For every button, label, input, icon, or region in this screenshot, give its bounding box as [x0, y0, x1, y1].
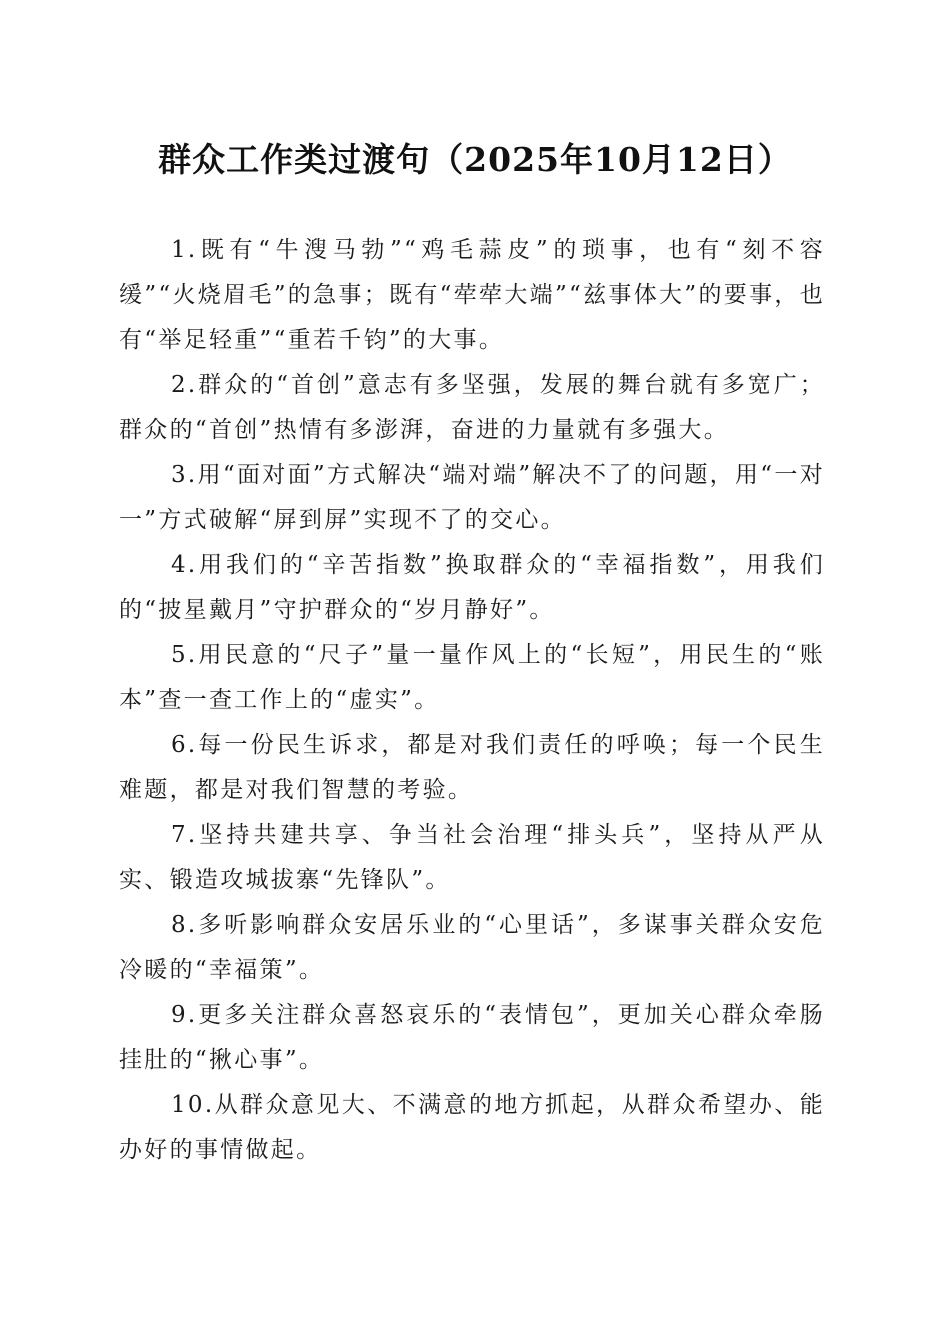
paragraph-10: 10.从群众意见大、不满意的地方抓起，从群众希望办、能办好的事情做起。: [119, 1092, 825, 1163]
paragraph-1: 1.既有“牛溲马勃”“鸡毛蒜皮”的琐事，也有“刻不容缓”“火烧眉毛”的急事；既有“荦荦大端”“兹事体大”的要事，也有“举足轻重”“重若千钧”的大事。: [119, 237, 825, 353]
paragraph-5: 5.用民意的“尺子”量一量作风上的“长短”，用民生的“账本”查一查工作上的“虚实”。: [119, 642, 825, 713]
paragraph-4: 4.用我们的“辛苦指数”换取群众的“幸福指数”，用我们的“披星戴月”守护群众的“岁月静好”。: [119, 552, 825, 623]
paragraph-3: 3.用“面对面”方式解决“端对端”解决不了的问题，用“一对一”方式破解“屏到屏”实现不了的交心。: [119, 462, 825, 533]
paragraph-6: 6.每一份民生诉求，都是对我们责任的呼唤；每一个民生难题，都是对我们智慧的考验。: [119, 732, 825, 803]
document-title: 群众工作类过渡句（2025年10月12日）: [158, 140, 792, 179]
paragraph-7: 7.坚持共建共享、争当社会治理“排头兵”，坚持从严从实、锻造攻城拔寨“先锋队”。: [119, 822, 825, 893]
document-body: [119, 228, 825, 1173]
paragraph-8: 8.多听影响群众安居乐业的“心里话”，多谋事关群众安危冷暖的“幸福策”。: [119, 912, 825, 983]
paragraph-9: 9.更多关注群众喜怒哀乐的“表情包”，更加关心群众牵肠挂肚的“揪心事”。: [119, 1002, 825, 1073]
paragraph-2: 2.群众的“首创”意志有多坚强，发展的舞台就有多宽广；群众的“首创”热情有多澎湃，奋进的力量就有多强大。: [119, 372, 825, 443]
